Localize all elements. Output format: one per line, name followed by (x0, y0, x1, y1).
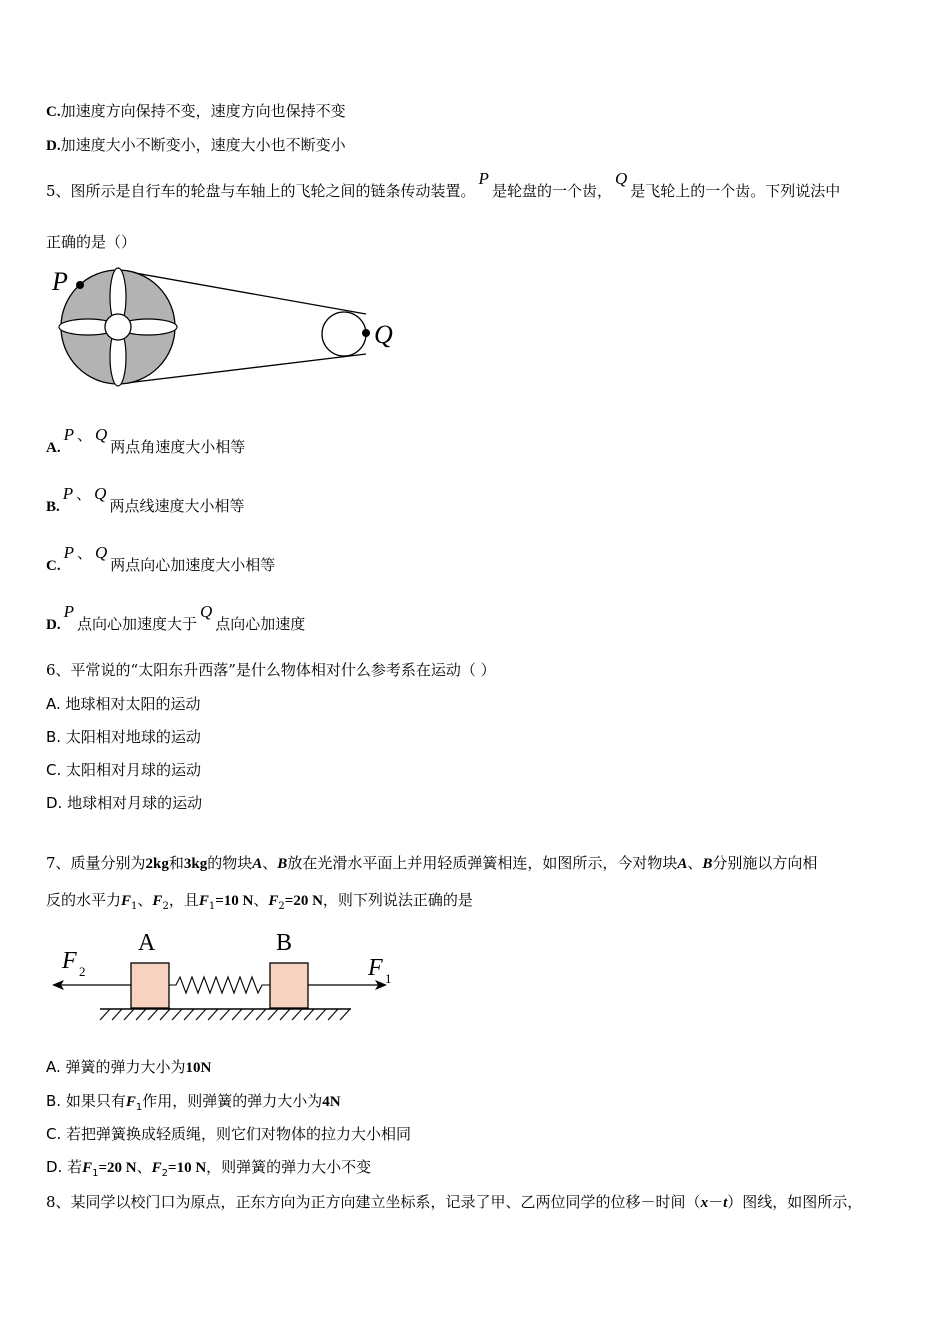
q6-stem: 6、平常说的“太阳东升西落”是什么物体相对什么参考系在运动（ ） (46, 661, 496, 679)
q5-option-c: C.P 、 Q两点向心加速度大小相等 (46, 543, 276, 574)
q7-option-a: A. 弹簧的弹力大小为10N (46, 1058, 212, 1076)
label-a: A (138, 930, 156, 956)
label-q: Q (374, 320, 393, 349)
q6-option-a: A. 地球相对太阳的运动 (46, 695, 201, 713)
q7-option-b: B. 如果只有$F_1$作用，则弹簧的弹力大小为4N (46, 1092, 341, 1113)
label-f2: F (62, 948, 77, 974)
q7-option-c: C. 若把弹簧换成轻质绳，则它们对物体的拉力大小相同 (46, 1125, 412, 1143)
q7-option-d: D. 若$F_1=20$ N、$F_2=10$ N，则弹簧的弹力大小不变 (46, 1158, 372, 1179)
block-a (131, 963, 169, 1008)
q5-option-b: B.P 、 Q两点线速度大小相等 (46, 484, 245, 515)
point-q-dot (362, 329, 370, 337)
q4-option-d: D.加速度大小不断变小，速度大小也不断变小 (46, 136, 346, 154)
spring-blocks-figure (46, 925, 406, 1025)
q6-option-b: B. 太阳相对地球的运动 (46, 728, 201, 746)
chain-drive-figure (46, 258, 406, 398)
q5-stem-line2: 正确的是（） (46, 233, 137, 251)
label-b: B (276, 930, 293, 956)
q8-stem: 8、某同学以校门口为原点，正东方向为正方向建立坐标系，记录了甲、乙两位同学的位移－时间（x－t）图线，如图所示， (46, 1193, 863, 1211)
svg-text:1: 1 (385, 971, 392, 986)
q5-option-a: A.P 、 Q两点角速度大小相等 (46, 425, 246, 456)
block-b (270, 963, 308, 1008)
label-p: P (52, 267, 68, 296)
q6-option-d: D. 地球相对月球的运动 (46, 794, 203, 812)
label-f1: F (368, 955, 383, 981)
q5-option-d: D.P点向心加速度大于Q点向心加速度 (46, 602, 306, 633)
q5-stem-line1: 5、图所示是自行车的轮盘与车轴上的飞轮之间的链条传动装置。P是轮盘的一个齿，Q是飞轮上的一个齿。下列说法中 (46, 169, 841, 200)
svg-text:2: 2 (79, 964, 86, 979)
q4-option-c: C.加速度方向保持不变，速度方向也保持不变 (46, 102, 346, 120)
spring (169, 977, 270, 993)
q7-stem-line2: 反的水平力$F_1$、$F_2$，且$F_1=10$ N、$F_2=20$ N，则下列说法正确的是 (46, 891, 473, 912)
q6-option-c: C. 太阳相对月球的运动 (46, 761, 202, 779)
point-p-dot (76, 281, 84, 289)
q7-stem-line1: 7、质量分别为2kg和3kg的物块A、B放在光滑水平面上并用轻质弹簧相连，如图所示，今对物块A、B分别施以方向相 (46, 854, 818, 872)
